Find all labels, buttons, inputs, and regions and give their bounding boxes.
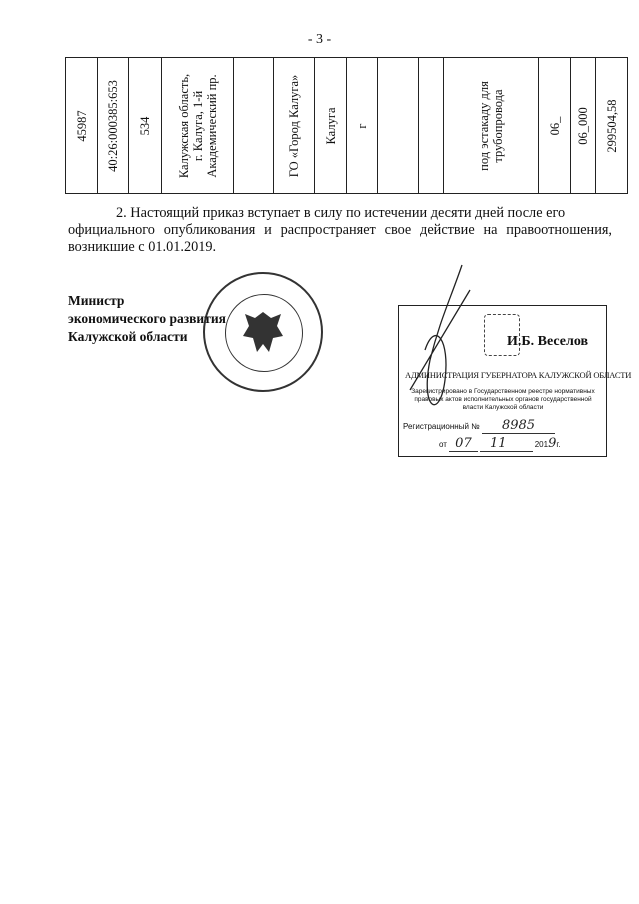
- cell-text: под эстакаду для трубопровода: [477, 80, 505, 171]
- stamp-text: Зарегистрировано в Государственном реестре нормативных правовых актов исполнительных органов государственной власти Калужской области: [411, 388, 595, 411]
- paragraph-2: [68, 205, 612, 256]
- signature-block: [68, 292, 226, 346]
- date-year-suffix: г.: [556, 440, 561, 449]
- table-cell: [539, 58, 571, 194]
- cell-text: ГО «Город Калуга»: [287, 74, 301, 177]
- cell-text: Калужская область, г. Калуга, 1-й Академический пр.: [176, 73, 219, 178]
- cell-text: Калуга: [323, 107, 338, 144]
- table-cell: [315, 58, 347, 194]
- registration-date: [439, 436, 561, 451]
- minister-title: Министр: [68, 293, 125, 308]
- table-cell: [378, 58, 419, 194]
- cell-text: 06_000: [576, 106, 590, 145]
- table-cell: [596, 58, 628, 194]
- minister-dept: экономического развития: [68, 311, 226, 326]
- table-cell: [571, 58, 596, 194]
- page-number: - 3 -: [307, 32, 332, 47]
- registration-number: [403, 418, 555, 433]
- land-plot-table: [65, 57, 628, 194]
- table-cell: [98, 58, 129, 194]
- table-cell: [129, 58, 162, 194]
- table-cell: [347, 58, 378, 194]
- paragraph-first-line: 2. Настоящий приказ вступает в силу по истечении десяти дней после его: [116, 205, 566, 221]
- table-cell: [234, 58, 274, 194]
- table-cell: [162, 58, 234, 194]
- minister-region: Калужской области: [68, 329, 188, 344]
- cell-text: 534: [138, 116, 152, 135]
- date-year-prefix: 201: [534, 440, 549, 449]
- date-month: 11: [480, 436, 533, 452]
- table-cell: [274, 58, 315, 194]
- date-day: 07: [449, 436, 478, 452]
- reg-number: 8985: [482, 418, 555, 434]
- table-row: [66, 58, 628, 194]
- paragraph-rest: официального опубликования и распространяет свое действие на правоотношения, возникшие с 01.01.2019.: [68, 222, 612, 255]
- cell-text: 45987: [74, 109, 89, 142]
- signatory-name: И.Б. Веселов: [507, 334, 589, 349]
- table-cell: [419, 58, 444, 194]
- cell-text: г: [355, 122, 369, 129]
- cell-text: 40:26:000385:653: [106, 79, 120, 172]
- stamp-title: АДМИНИСТРАЦИЯ ГУБЕРНАТОРА КАЛУЖСКОЙ ОБЛАСТИ: [405, 370, 632, 380]
- table-cell: [66, 58, 98, 194]
- date-prefix: от: [439, 440, 447, 449]
- date-year-digit: 9: [548, 436, 557, 451]
- registration-stamp: [398, 305, 632, 457]
- cell-text: 299504,58: [604, 98, 619, 153]
- cell-text: 06_: [547, 116, 562, 135]
- reg-label: Регистрационный №: [403, 422, 480, 431]
- table-cell: [444, 58, 539, 194]
